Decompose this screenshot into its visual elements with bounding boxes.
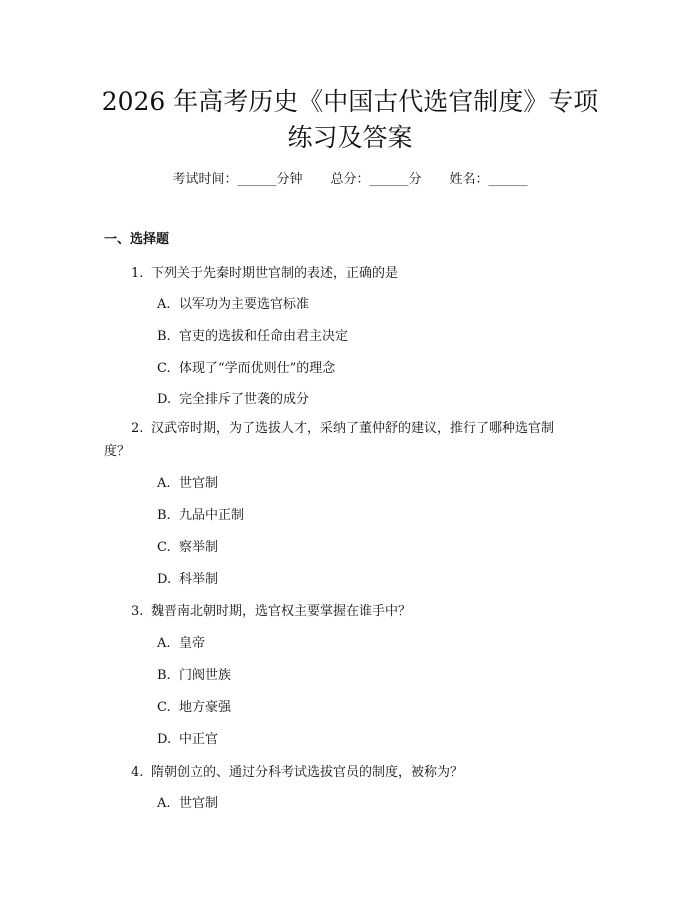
- question-3-option-b[interactable]: [157, 664, 231, 683]
- section-heading: 一、选择题: [104, 232, 170, 247]
- option-text: 完全排斥了世袭的成分: [179, 392, 310, 407]
- question-text: 魏晋南北朝时期，选官权主要掌握在谁手中？: [151, 604, 412, 619]
- exam-info: [0, 168, 700, 187]
- option-letter: C.: [157, 540, 171, 555]
- option-letter: A.: [157, 476, 171, 491]
- option-text: 门阀世族: [179, 668, 232, 683]
- option-text: 官吏的选拔和任命由君主决定: [179, 329, 349, 344]
- total-score-field: 总分：______分: [330, 172, 422, 187]
- option-text: 察举制: [179, 540, 219, 555]
- option-text: 体现了“学而优则仕”的理念: [179, 361, 336, 376]
- question-text-line2: 度？: [104, 444, 131, 459]
- question-number: 3.: [131, 604, 144, 619]
- question-4-option-a[interactable]: [157, 792, 218, 811]
- question-text: 隋朝创立的、通过分科考试选拔官员的制度，被称为？: [151, 765, 464, 780]
- question-1: [131, 262, 398, 281]
- exam-time-field: 考试时间：______分钟: [172, 172, 303, 187]
- question-3-option-d[interactable]: [157, 728, 218, 747]
- question-number: 1.: [131, 266, 144, 281]
- question-3-option-c[interactable]: [157, 696, 231, 715]
- option-letter: C.: [157, 700, 171, 715]
- option-letter: D.: [157, 732, 172, 747]
- option-letter: B.: [157, 329, 171, 344]
- option-letter: D.: [157, 572, 172, 587]
- question-text-line1: 汉武帝时期，为了选拔人才，采纳了董仲舒的建议，推行了哪种选官制: [151, 421, 555, 436]
- question-2: [104, 417, 584, 463]
- option-text: 地方豪强: [179, 700, 232, 715]
- question-2-option-b[interactable]: [157, 504, 244, 523]
- option-text: 世官制: [179, 476, 219, 491]
- question-number: 2.: [131, 421, 144, 436]
- question-number: 4.: [131, 765, 144, 780]
- question-1-option-c[interactable]: [157, 357, 335, 376]
- option-text: 世官制: [179, 796, 219, 811]
- option-letter: A.: [157, 636, 171, 651]
- question-2-option-a[interactable]: [157, 472, 218, 491]
- option-text: 中正官: [179, 732, 219, 747]
- option-letter: A.: [157, 796, 171, 811]
- option-letter: C.: [157, 361, 171, 376]
- option-letter: B.: [157, 508, 171, 523]
- question-2-option-d[interactable]: [157, 568, 218, 587]
- question-1-option-d[interactable]: [157, 388, 309, 407]
- question-1-option-b[interactable]: [157, 325, 348, 344]
- question-2-option-c[interactable]: [157, 536, 218, 555]
- question-3-option-a[interactable]: [157, 632, 205, 651]
- document-title-line1: 2026 年高考历史《中国古代选官制度》专项: [101, 87, 599, 116]
- option-text: 九品中正制: [179, 508, 245, 523]
- option-text: 科举制: [179, 572, 219, 587]
- option-letter: B.: [157, 668, 171, 683]
- question-3: [131, 600, 411, 619]
- option-letter: D.: [157, 392, 172, 407]
- option-text: 以军功为主要选官标准: [179, 297, 310, 312]
- document-title-line2: 练习及答案: [287, 123, 413, 152]
- question-1-option-a[interactable]: [157, 293, 309, 312]
- question-text: 下列关于先秦时期世官制的表述，正确的是: [151, 266, 399, 281]
- option-letter: A.: [157, 297, 171, 312]
- question-4: [131, 761, 463, 780]
- name-field: 姓名：______: [449, 172, 528, 187]
- option-text: 皇帝: [179, 636, 206, 651]
